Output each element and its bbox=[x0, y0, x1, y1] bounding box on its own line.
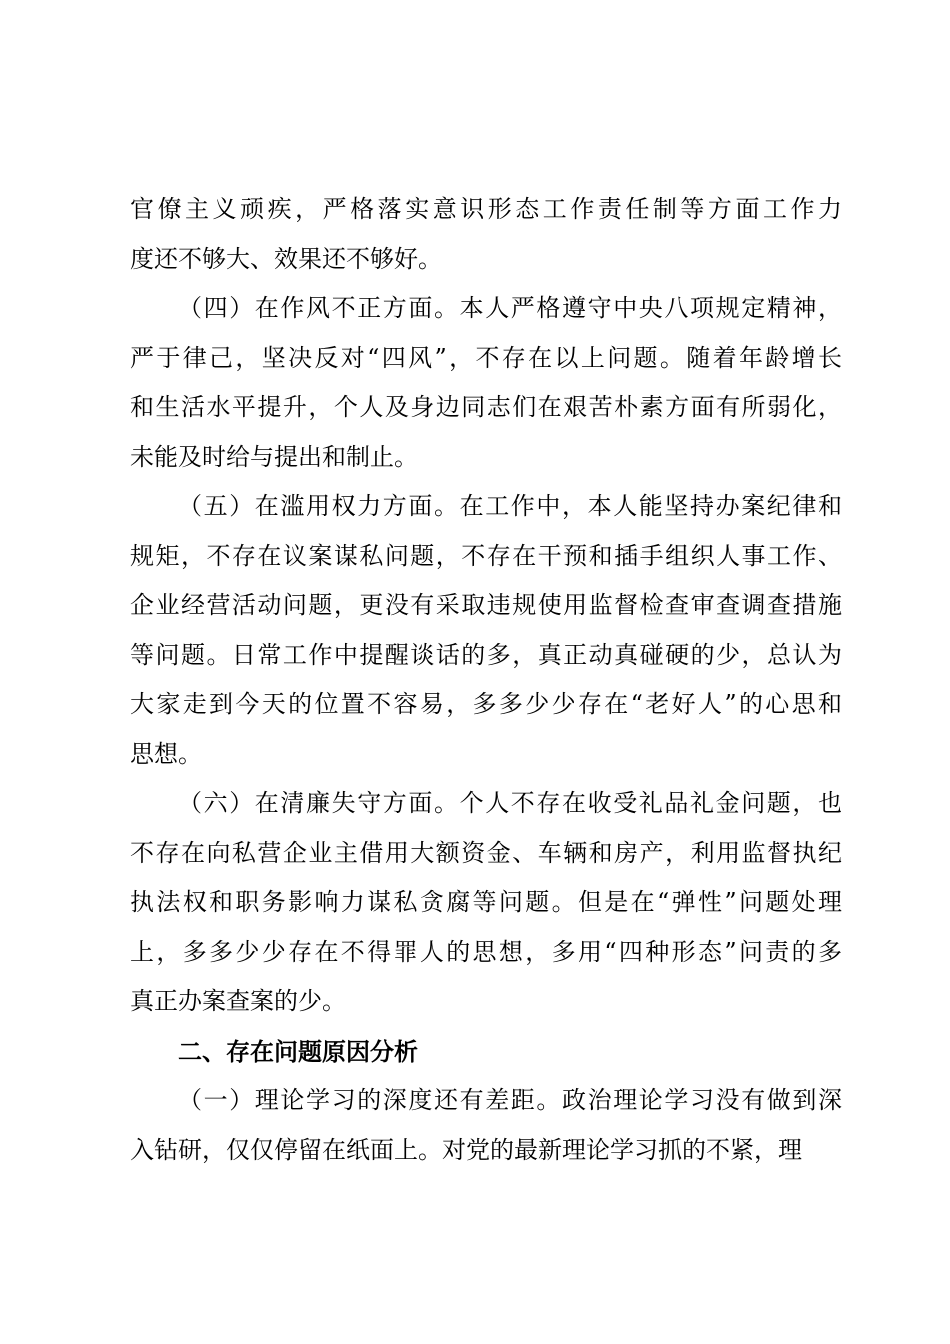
text-line: 企业经营活动问题，更没有采取违规使用监督检查审查调查措施 bbox=[130, 591, 842, 619]
document-page bbox=[130, 185, 842, 1175]
text-line: 官僚主义顽疾，严格落实意识形态工作责任制等方面工作力 bbox=[130, 195, 842, 223]
text-line: 二、存在问题原因分析 bbox=[178, 1036, 418, 1066]
paragraph bbox=[130, 1076, 842, 1175]
text-line: 上，多多少少存在不得罪人的思想，多用“四种形态”问责的多 bbox=[130, 937, 842, 966]
text-line: 度还不够大、效果还不够好。 bbox=[130, 244, 442, 273]
text-line: 不存在向私营企业主借用大额资金、车辆和房产，利用监督执纪 bbox=[130, 838, 842, 867]
text-line: 等问题。日常工作中提醒谈话的多，真正动真碰硬的少，总认为 bbox=[130, 640, 842, 669]
text-line: 执法权和职务影响力谋私贪腐等问题。但是在“弹性”问题处理 bbox=[130, 888, 842, 916]
text-line: 未能及时给与提出和制止。 bbox=[130, 442, 418, 471]
text-line: （四）在作风不正方面。本人严格遵守中央八项规定精神， bbox=[178, 294, 842, 322]
text-line: 大家走到今天的位置不容易，多多少少存在“老好人”的心思和 bbox=[130, 690, 842, 718]
paragraph bbox=[130, 482, 842, 779]
paragraph bbox=[130, 779, 842, 1027]
text-line: （五）在滥用权力方面。在工作中，本人能坚持办案纪律和 bbox=[178, 492, 842, 520]
text-line: 严于律己，坚决反对“四风”，不存在以上问题。随着年龄增长 bbox=[130, 343, 842, 372]
paragraph bbox=[130, 185, 842, 284]
text-line: 思想。 bbox=[130, 739, 202, 768]
text-line: 真正办案查案的少。 bbox=[130, 987, 346, 1015]
text-line: 和生活水平提升，个人及身边同志们在艰苦朴素方面有所弱化， bbox=[130, 393, 842, 421]
paragraph bbox=[130, 284, 842, 482]
text-line: 规矩，不存在议案谋私问题，不存在干预和插手组织人事工作、 bbox=[130, 541, 842, 570]
text-line: （六）在清廉失守方面。个人不存在收受礼品礼金问题，也 bbox=[178, 789, 842, 817]
text-line: 入钻研，仅仅停留在纸面上。对党的最新理论学习抓的不紧，理 bbox=[130, 1135, 802, 1164]
section-heading bbox=[130, 1027, 842, 1077]
text-line: （一）理论学习的深度还有差距。政治理论学习没有做到深 bbox=[178, 1086, 842, 1114]
